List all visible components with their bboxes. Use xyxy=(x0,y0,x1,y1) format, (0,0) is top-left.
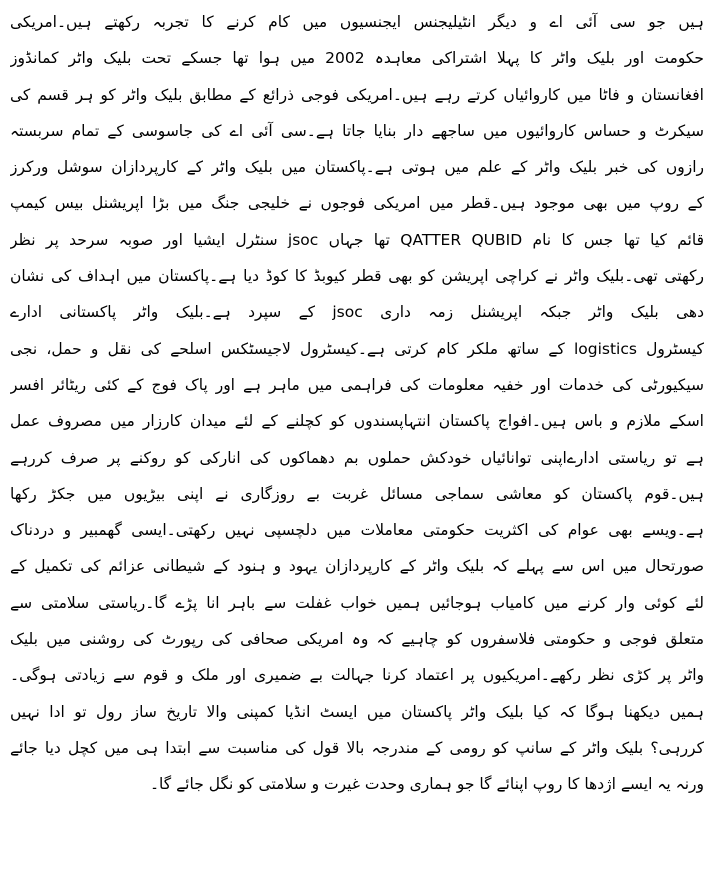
text-line: قائم کیا تھا جس کا نام QATTER QUBID تھا جہاں jsoc سنٹرل ایشیا اور صوبہ سرحد پر نظر xyxy=(10,230,704,249)
text-line: کیسٹرول logistics کے ساتھ ملکر کام کرتی ہے۔کیسٹرول لاجیسٹکس اسلحے کی نقل و حمل، نجی xyxy=(10,339,704,358)
text-line: ہیں۔قوم پاکستان کو معاشی سماجی مسائل غربت بے روزگاری نے اپنی بیڑیوں میں جکڑ رکھا xyxy=(10,484,704,503)
text-line: رکھتی تھی۔بلیک واٹر نے کراچی اپریشن کو بھی قطر کیوبڈ کا کوڈ دیا ہے۔پاکستان میں اہداف کی نشان xyxy=(10,267,704,286)
text-line: حکومت اور بلیک واٹر کا پہلا اشتراکی معاہدہ 2002 میں ہوا تھا جسکے تحت بلیک واٹر کمانڈوز xyxy=(10,49,704,68)
text-line: کے روپ میں بھی موجود ہیں۔قطر میں امریکی فوجوں نے خلیجی جنگ میں بڑا اپریشنل بیس کیمپ xyxy=(10,194,704,213)
text-line: صورتحال میں اس سے پہلے کہ بلیک واٹر کے کارپردازان یہود و ہنود کے شیطانی عزائم کی تکمیل کے xyxy=(10,557,704,576)
text-line: کررہی؟ بلیک واٹر کے سانپ کو رومی کے مندرجہ بالا قول کی مناسبت سے ابتدا ہی میں کچل دیا جائے xyxy=(10,738,704,757)
text-line: متعلق فوجی و حکومتی فلاسفروں کو چاہیے کہ وہ امریکی صحافی کی رپورٹ کی روشنی میں بلیک xyxy=(10,630,704,649)
text-line: افغانستان و فاٹا میں کاروائیاں کرتے رہے ہیں۔امریکی فوجی ذرائع کے مطابق بلیک واٹر کو ہر قسم کی xyxy=(10,85,704,104)
text-line: لئے کوئی وار کرنے میں کامیاب ہوجائیں ہمیں خواب غفلت سے باہر انا پڑے گا۔ریاستی سلامتی سے xyxy=(10,593,704,612)
text-line: ہے۔ویسے بھی عوام کی اکثریت حکومتی معاملات میں دلچسپی نہیں رکھتی۔ایسی گھمبیر و دردناک xyxy=(10,521,704,540)
text-line: واٹر پر کڑی نظر رکھے۔امریکیوں پر اعتماد کرنا جہالت بے ضمیری اور ملک و قوم سے زیادتی ہوگی۔ xyxy=(10,666,704,685)
article-body xyxy=(10,4,704,803)
text-line: رازوں کی خبر بلیک واٹر کے علم میں ہوتی ہے۔پاکستان میں بلیک واٹر کے کارپردازان سوشل ورکرز xyxy=(10,158,704,177)
text-line: دھی بلیک واٹر جبکہ اپریشنل زمہ داری jsoc کے سپرد ہے۔بلیک واٹر پاکستانی ادارے xyxy=(10,303,704,322)
text-line: سیکیورٹی کی خدمات اور خفیہ معلومات کی فراہمی میں ماہر ہے اور پاک فوج کے کئی ریٹائر افسر xyxy=(10,375,704,394)
text-line: ہیں جو سی آئی اے و دیگر انٹیلیجنس ایجنسیوں میں کام کرنے کا تجربہ رکھتے ہیں۔امریکی xyxy=(10,13,704,31)
text-line: اسکے ملازم و باس ہیں۔افواج پاکستان انتہاپسندوں کو کچلنے کے لئے میدان کارزار میں مصروف عمل xyxy=(10,412,704,431)
text-line-last: ورنہ یہ ایسے اژدھا کا روپ اپنائے گا جو ہماری وحدت غیرت و سلامتی کو نگل جائے گا۔ xyxy=(149,775,704,794)
text-line: ہے تو ریاستی ادارےاپنی توانائیاں خودکش حملوں بم دھماکوں کی انارکی کو روکنے پر صرف کررہے xyxy=(10,448,704,467)
text-line: ہمیں دیکھنا ہوگا کہ کیا بلیک واٹر پاکستان میں ایسٹ انڈیا کمپنی والا تاریخ ساز رول تو ادا نہیں xyxy=(10,702,704,721)
text-line: سیکرٹ و حساس کاروائیوں میں ساجھے دار بنایا جاتا ہے۔سی آئی اے کی جاسوسی کے تمام سربستہ xyxy=(10,121,704,140)
